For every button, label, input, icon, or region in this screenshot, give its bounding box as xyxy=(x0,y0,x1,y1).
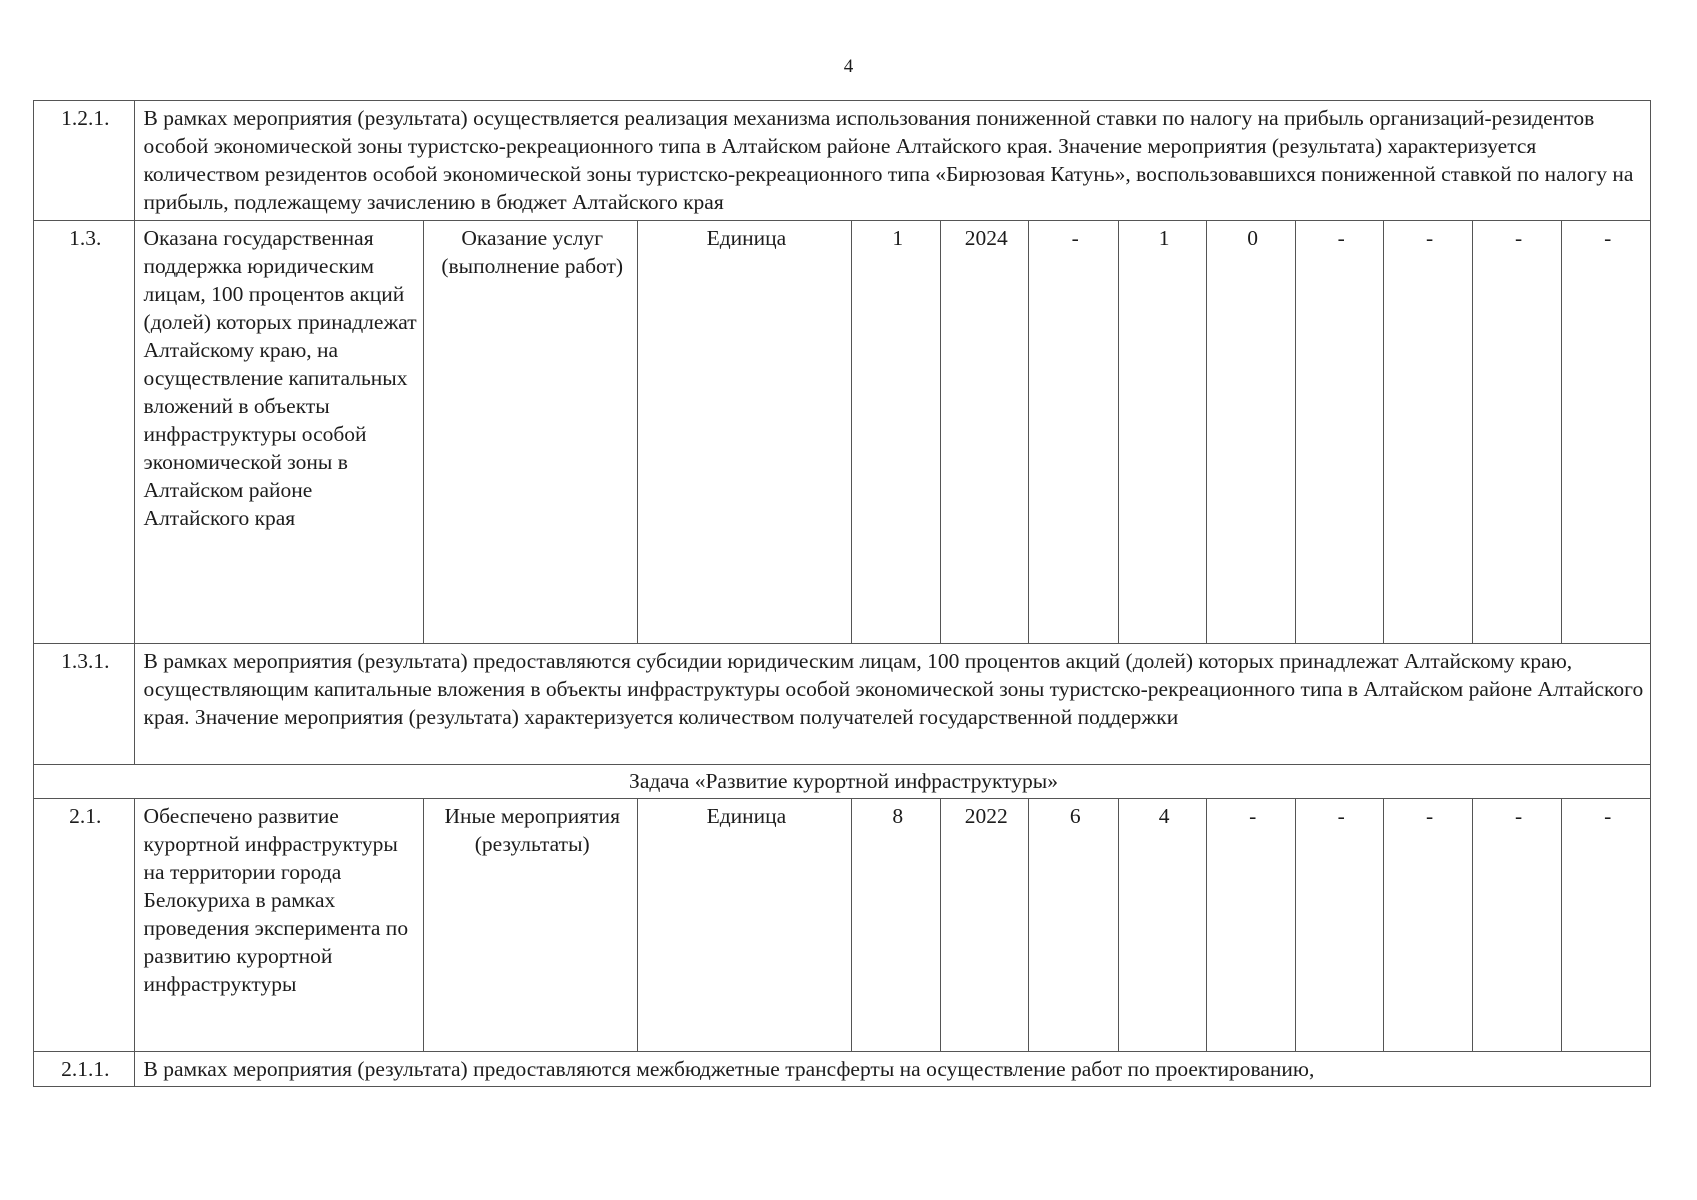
table-row xyxy=(34,101,1651,221)
page-number: 4 xyxy=(843,56,854,77)
row-number: 2.1.1. xyxy=(34,1052,135,1087)
year-value: - xyxy=(1207,799,1295,1052)
table-row xyxy=(34,221,1651,644)
table-row xyxy=(34,644,1651,765)
result-name: Оказана государственная поддержка юридическим лицам, 100 процентов акций (долей) которых принадлежат Алтайскому краю, на осуществление капитальных вложений в объекты инфраструктуры особой экономической зоны в Алтайском районе Алтайского края xyxy=(134,221,424,644)
row-number: 1.3. xyxy=(34,221,135,644)
base-year: 2022 xyxy=(940,799,1028,1052)
year-value: 1 xyxy=(1118,221,1206,644)
result-name: Обеспечено развитие курортной инфраструктуры на территории города Белокуриха в рамках проведения эксперимента по развитию курортной инфраструктуры xyxy=(134,799,424,1052)
task-heading: Задача «Развитие курортной инфраструктуры» xyxy=(34,765,1651,799)
row-description: В рамках мероприятия (результата) предоставляются субсидии юридическим лицам, 100 процентов акций (долей) которых принадлежат Алтайскому краю, осуществляющим капитальные вложения в объекты инфраструктуры особой экономической зоны туристско-рекреационного типа в Алтайском районе Алтайского края. Значение мероприятия (результата) характеризуется количеством получателей государственной поддержки xyxy=(134,644,1650,765)
year-value: - xyxy=(1472,221,1561,644)
base-year: 2024 xyxy=(940,221,1028,644)
year-value: - xyxy=(1384,799,1472,1052)
year-value: - xyxy=(1562,799,1651,1052)
table-row xyxy=(34,799,1651,1052)
year-value: 4 xyxy=(1118,799,1206,1052)
task-row xyxy=(34,765,1651,799)
year-value: 0 xyxy=(1207,221,1295,644)
base-value: 1 xyxy=(852,221,940,644)
table-row xyxy=(34,1052,1651,1087)
year-value: - xyxy=(1029,221,1118,644)
row-number: 2.1. xyxy=(34,799,135,1052)
row-description: В рамках мероприятия (результата) предоставляются межбюджетные трансферты на осуществление работ по проектированию, xyxy=(134,1052,1650,1087)
unit-of-measure: Единица xyxy=(638,221,852,644)
year-value: 6 xyxy=(1029,799,1118,1052)
year-value: - xyxy=(1295,221,1383,644)
year-value: - xyxy=(1562,221,1651,644)
year-value: - xyxy=(1384,221,1472,644)
results-table xyxy=(33,100,1651,1087)
row-description: В рамках мероприятия (результата) осуществляется реализация механизма использования пониженной ставки по налогу на прибыль организаций-резидентов особой экономической зоны туристско-рекреационного типа в Алтайском районе Алтайского края. Значение мероприятия (результата) характеризуется количеством резидентов особой экономической зоны туристско-рекреационного типа «Бирюзовая Катунь», воспользовавшихся пониженной ставкой по налогу на прибыль, подлежащему зачислению в бюджет Алтайского края xyxy=(134,101,1650,221)
year-value: - xyxy=(1472,799,1561,1052)
year-value: - xyxy=(1295,799,1383,1052)
row-number: 1.3.1. xyxy=(34,644,135,765)
row-number: 1.2.1. xyxy=(34,101,135,221)
result-type: Оказание услуг (выполнение работ) xyxy=(424,221,638,644)
unit-of-measure: Единица xyxy=(638,799,852,1052)
base-value: 8 xyxy=(852,799,940,1052)
result-type: Иные мероприятия (результаты) xyxy=(424,799,638,1052)
